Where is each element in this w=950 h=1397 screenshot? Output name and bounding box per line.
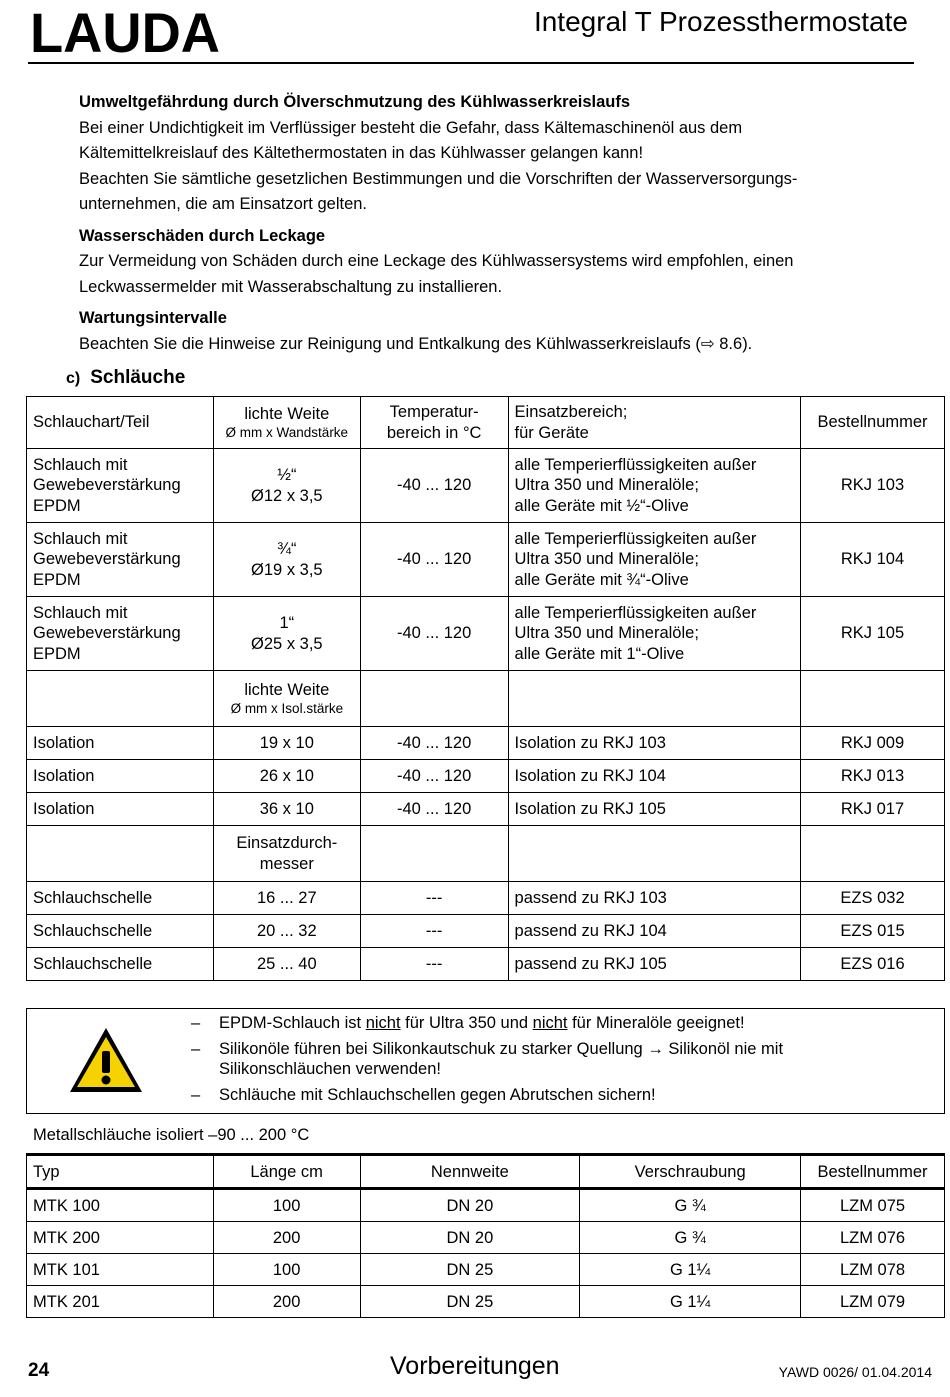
table-row	[27, 1254, 945, 1286]
cell-line: EPDM	[33, 570, 81, 589]
empty-cell	[801, 826, 945, 882]
temp-cell: -40 ... 120	[360, 727, 508, 760]
temp-cell: -40 ... 120	[360, 523, 508, 597]
empty-cell	[508, 826, 801, 882]
document-reference: YAWD 0026/ 01.04.2014	[778, 1364, 932, 1380]
header-cell: Länge cm	[213, 1155, 360, 1189]
size-cell: 16 ... 27	[213, 882, 360, 915]
cell-line: alle Geräte mit ¾“-Olive	[514, 570, 689, 589]
hose-size-cell	[213, 597, 360, 671]
part-cell: Isolation	[27, 793, 214, 826]
warning-text: Silikonschläuchen verwenden!	[219, 1060, 441, 1078]
header-line: für Geräte	[514, 423, 589, 442]
hose-type-cell	[27, 449, 214, 523]
heading-maintenance: Wartungsintervalle	[79, 309, 227, 327]
cell-line: Gewebeverstärkung	[33, 550, 181, 569]
cell-line: Schlauch mit	[33, 529, 128, 548]
cell-line: ¾“	[277, 540, 297, 558]
lauda-logo	[30, 6, 222, 56]
warning-emphasis: nicht	[365, 1014, 401, 1032]
section-title: Schläuche	[90, 367, 186, 388]
metal-hoses-title: Metallschläuche isoliert –90 ... 200 °C	[33, 1126, 310, 1144]
header-cell: Nennweite	[360, 1155, 580, 1189]
order-number-cell: RKJ 103	[801, 449, 945, 523]
document-title: Integral T Prozessthermostate	[533, 6, 908, 37]
order-number-cell: LZM 075	[801, 1189, 945, 1222]
header-line: bereich in °C	[386, 423, 482, 442]
cell-line: alle Temperierflüssigkeiten außer	[514, 529, 757, 548]
table-row	[27, 793, 945, 826]
header-cell: Bestellnummer	[801, 1155, 945, 1189]
usage-cell: Isolation zu RKJ 104	[508, 760, 801, 793]
section-heading	[66, 367, 185, 389]
hose-size-cell	[213, 523, 360, 597]
cell-line: ½“	[277, 466, 297, 484]
header-rule	[28, 62, 914, 64]
heading-oil-pollution: Umweltgefährdung durch Ölverschmutzung des Kühlwasserkreislaufs	[79, 93, 631, 111]
table-row	[27, 727, 945, 760]
cell-line: alle Temperierflüssigkeiten außer	[514, 455, 757, 474]
hose-table	[26, 396, 945, 981]
heading-water-damage: Wasserschäden durch Leckage	[79, 226, 326, 245]
empty-cell	[27, 826, 214, 882]
header-line: Einsatzdurch-	[236, 834, 338, 852]
header-sub: Ø mm x Isol.stärke	[230, 700, 344, 716]
hose-type-cell	[27, 597, 214, 671]
length-cell: 200	[213, 1222, 360, 1254]
hose-size-cell	[213, 449, 360, 523]
header-cell: Verschraubung	[580, 1155, 801, 1189]
hose-type-cell	[27, 523, 214, 597]
temp-cell: ---	[360, 915, 508, 948]
cell-line: Gewebeverstärkung	[33, 624, 181, 643]
type-cell: MTK 200	[27, 1222, 214, 1254]
table-row	[27, 915, 945, 948]
table-row	[27, 597, 945, 671]
dash-bullet: –	[191, 1040, 201, 1058]
header-line: messer	[259, 854, 314, 873]
cell-line: Ultra 350 und Mineralöle;	[514, 624, 699, 643]
text-line: unternehmen, die am Einsatzort gelten.	[79, 195, 368, 213]
header-main: lichte Weite	[244, 405, 330, 424]
size-cell: 36 x 10	[213, 793, 360, 826]
header-cell: Typ	[27, 1155, 214, 1189]
nominal-width-cell: DN 25	[360, 1254, 580, 1286]
header-line: Temperatur-	[389, 403, 479, 421]
cell-line: Ø25 x 3,5	[251, 634, 323, 653]
warning-text: für Ultra 350 und	[400, 1014, 533, 1032]
empty-cell	[27, 671, 214, 727]
cell-line: Ø12 x 3,5	[251, 486, 323, 505]
svg-text:LAUDA: LAUDA	[30, 6, 220, 56]
warning-item	[191, 1039, 891, 1079]
text-line: Kältemittelkreislauf des Kältethermostaten in das Kühlwasser gelangen kann!	[79, 144, 644, 162]
table-row	[27, 1189, 945, 1222]
order-number-cell: EZS 016	[801, 948, 945, 981]
warning-text: Silikonöle führen bei Silikonkautschuk zu starker Quellung → Silikonöl nie mit	[219, 1040, 784, 1058]
warning-item	[191, 1085, 891, 1105]
order-number-cell: RKJ 009	[801, 727, 945, 760]
header-cell	[508, 397, 801, 449]
cell-line: alle Temperierflüssigkeiten außer	[514, 603, 757, 622]
size-cell: 20 ... 32	[213, 915, 360, 948]
header-cell: Bestellnummer	[801, 397, 945, 449]
temp-cell: -40 ... 120	[360, 449, 508, 523]
order-number-cell: EZS 032	[801, 882, 945, 915]
part-cell: Schlauchschelle	[27, 948, 214, 981]
cell-line: Gewebeverstärkung	[33, 476, 181, 495]
header-main: lichte Weite	[244, 681, 330, 700]
temp-cell: -40 ... 120	[360, 793, 508, 826]
usage-cell	[508, 597, 801, 671]
usage-cell: passend zu RKJ 103	[508, 882, 801, 915]
dash-bullet: –	[191, 1014, 201, 1032]
dash-bullet: –	[191, 1086, 201, 1104]
size-cell: 26 x 10	[213, 760, 360, 793]
table-row	[27, 523, 945, 597]
warning-list	[191, 1013, 891, 1111]
warning-text: EPDM-Schlauch ist	[219, 1014, 366, 1032]
cell-line: Ultra 350 und Mineralöle;	[514, 550, 699, 569]
metal-hose-table	[26, 1153, 945, 1318]
order-number-cell: EZS 015	[801, 915, 945, 948]
table-header-row	[27, 1155, 945, 1189]
insulation-header-row	[27, 671, 945, 727]
usage-cell: Isolation zu RKJ 103	[508, 727, 801, 760]
length-cell: 200	[213, 1286, 360, 1318]
chapter-title: Vorbereitungen	[390, 1352, 560, 1380]
usage-cell: Isolation zu RKJ 105	[508, 793, 801, 826]
header-line: Einsatzbereich;	[514, 403, 628, 421]
part-cell: Schlauchschelle	[27, 915, 214, 948]
cell-line: Schlauch mit	[33, 603, 128, 622]
length-cell: 100	[213, 1189, 360, 1222]
size-cell: 25 ... 40	[213, 948, 360, 981]
text-line: Bei einer Undichtigkeit im Verflüssiger besteht die Gefahr, dass Kältemaschinenöl aus dem	[79, 118, 743, 137]
text-line: Beachten Sie die Hinweise zur Reinigung und Entkalkung des Kühlwasserkreislaufs (⇨ 8.6).	[79, 334, 753, 353]
header-cell: Schlauchart/Teil	[27, 397, 214, 449]
text-line: Zur Vermeidung von Schäden durch eine Leckage des Kühlwassersystems wird empfohlen, einen	[79, 252, 794, 270]
temp-cell: ---	[360, 882, 508, 915]
table-row	[27, 1286, 945, 1318]
table-header-row	[27, 397, 945, 449]
fitting-cell: G 1¼	[580, 1286, 801, 1318]
intro-content	[79, 90, 909, 357]
empty-cell	[508, 671, 801, 727]
warning-text: für Mineralöle geeignet!	[567, 1014, 745, 1032]
order-number-cell: RKJ 017	[801, 793, 945, 826]
warning-text: Schläuche mit Schlauchschellen gegen Abrutschen sichern!	[219, 1086, 656, 1104]
empty-cell	[801, 671, 945, 727]
part-cell: Schlauchschelle	[27, 882, 214, 915]
type-cell: MTK 101	[27, 1254, 214, 1286]
cell-line: EPDM	[33, 496, 81, 515]
header-cell	[213, 826, 360, 882]
order-number-cell: LZM 078	[801, 1254, 945, 1286]
table-row	[27, 1222, 945, 1254]
order-number-cell: RKJ 013	[801, 760, 945, 793]
order-number-cell: LZM 079	[801, 1286, 945, 1318]
order-number-cell: RKJ 105	[801, 597, 945, 671]
cell-line: 1“	[279, 614, 295, 632]
usage-cell	[508, 449, 801, 523]
table-row	[27, 760, 945, 793]
text-line: Leckwassermelder mit Wasserabschaltung zu installieren.	[79, 277, 503, 296]
usage-cell: passend zu RKJ 105	[508, 948, 801, 981]
part-cell: Isolation	[27, 760, 214, 793]
usage-cell: passend zu RKJ 104	[508, 915, 801, 948]
header-cell	[213, 397, 360, 449]
nominal-width-cell: DN 25	[360, 1286, 580, 1318]
temp-cell: ---	[360, 948, 508, 981]
cell-line: Ultra 350 und Mineralöle;	[514, 476, 699, 495]
length-cell: 100	[213, 1254, 360, 1286]
table-row	[27, 948, 945, 981]
warning-emphasis: nicht	[532, 1014, 568, 1032]
header-sub: Ø mm x Wandstärke	[225, 424, 349, 440]
cell-line: EPDM	[33, 644, 81, 663]
cell-line: Ø19 x 3,5	[251, 560, 323, 579]
nominal-width-cell: DN 20	[360, 1189, 580, 1222]
warning-item	[191, 1013, 891, 1033]
order-number-cell: LZM 076	[801, 1222, 945, 1254]
nominal-width-cell: DN 20	[360, 1222, 580, 1254]
fitting-cell: G 1¼	[580, 1254, 801, 1286]
size-cell: 19 x 10	[213, 727, 360, 760]
warning-box	[26, 1008, 945, 1114]
header-cell	[360, 397, 508, 449]
header-cell	[213, 671, 360, 727]
table-row	[27, 449, 945, 523]
text-line: Beachten Sie sämtliche gesetzlichen Bestimmungen und die Vorschriften der Wasserversorgungs-	[79, 169, 798, 188]
empty-cell	[360, 826, 508, 882]
page-number: 24	[28, 1360, 50, 1381]
cell-line: alle Geräte mit ½“-Olive	[514, 496, 689, 515]
part-cell: Isolation	[27, 727, 214, 760]
fitting-cell: G ¾	[580, 1222, 801, 1254]
empty-cell	[360, 671, 508, 727]
cell-line: Schlauch mit	[33, 455, 128, 474]
order-number-cell: RKJ 104	[801, 523, 945, 597]
section-number: c)	[66, 370, 81, 387]
temp-cell: -40 ... 120	[360, 760, 508, 793]
usage-cell	[508, 523, 801, 597]
clamp-header-row	[27, 826, 945, 882]
warning-triangle-icon	[67, 1025, 145, 1095]
cell-line: alle Geräte mit 1“-Olive	[514, 644, 685, 663]
temp-cell: -40 ... 120	[360, 597, 508, 671]
type-cell: MTK 100	[27, 1189, 214, 1222]
table-row	[27, 882, 945, 915]
type-cell: MTK 201	[27, 1286, 214, 1318]
fitting-cell: G ¾	[580, 1189, 801, 1222]
